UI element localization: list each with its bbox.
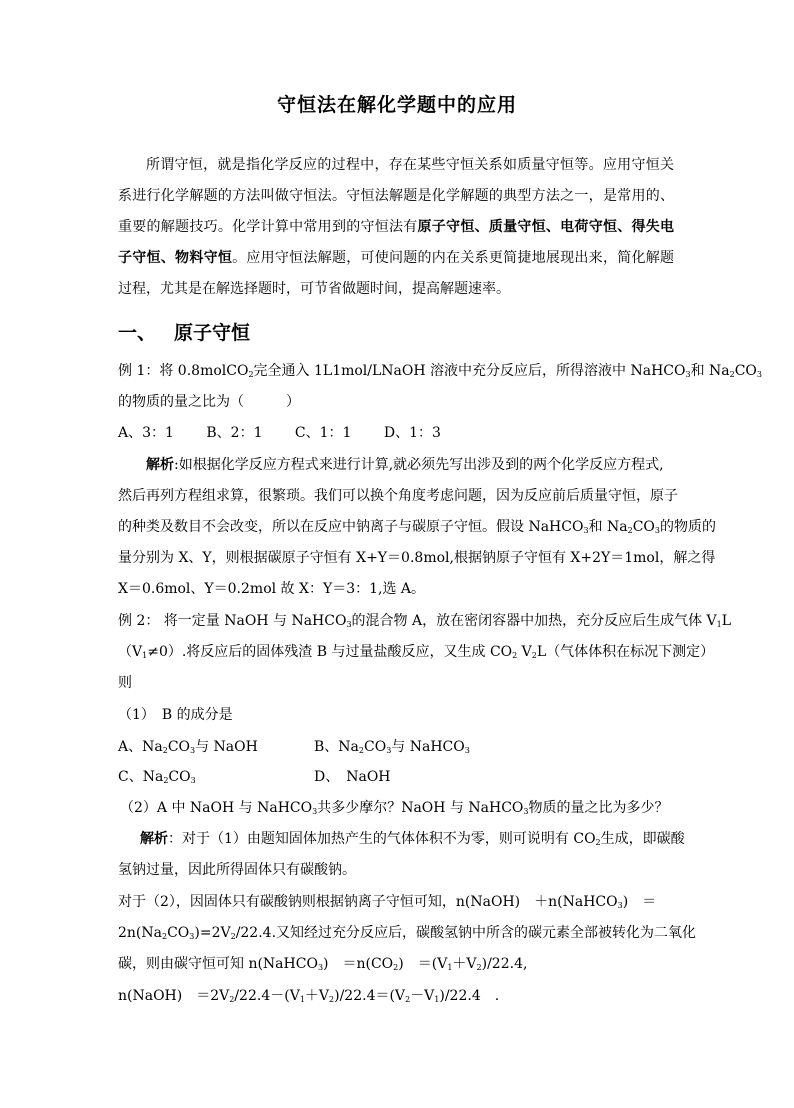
example1-line2: 的物质的量之比为（ ） bbox=[118, 394, 300, 410]
example1-analysis-l3 bbox=[118, 516, 716, 536]
sub: 2 bbox=[405, 995, 411, 1004]
intro-bold-methods: 原子守恒、质量守恒、电荷守恒、得失电子守恒、物料守恒 bbox=[118, 219, 675, 266]
text: 物质的量之比为多少？ bbox=[528, 800, 669, 816]
text: ) ＝ bbox=[622, 894, 657, 910]
example1-analysis-l4: 量分别为 X、Y，则根据碳原子守恒有 X+Y＝0.8mol,根据钠原子守恒有 X+2Y＝1mol，解之得 bbox=[118, 550, 716, 566]
sub: 3 bbox=[317, 963, 324, 972]
example2-line3: 则 bbox=[118, 675, 132, 691]
text: 生成，即碳酸 bbox=[600, 831, 685, 847]
text: （V bbox=[118, 644, 143, 660]
sub: 2 bbox=[161, 932, 168, 941]
text: 共多少摩尔？NaOH 与 NaHCO bbox=[317, 800, 524, 816]
text: CO bbox=[734, 363, 757, 379]
sub: 2 bbox=[162, 746, 168, 755]
sub: 1 bbox=[142, 651, 148, 660]
text: －V bbox=[410, 988, 435, 1004]
text: 例 2： 将一定量 NaOH 与 NaHCO bbox=[118, 613, 347, 629]
text: 例 1：将 0.8molCO bbox=[118, 363, 249, 379]
sub: 3 bbox=[583, 526, 589, 535]
text: ＋V bbox=[304, 988, 330, 1004]
sub: 2 bbox=[248, 370, 254, 379]
text: L bbox=[721, 613, 732, 629]
example2-analysis-l3 bbox=[118, 891, 656, 911]
text: 和 Na bbox=[690, 363, 730, 379]
sub: 2 bbox=[329, 995, 335, 1004]
example2-question1: （1） B 的成分是 bbox=[118, 707, 233, 723]
sub: 1 bbox=[299, 995, 305, 1004]
text: 对于（2），因固体只有碳酸钠则根据钠离子守恒可知，n(NaOH) ＋n(NaHCO bbox=[118, 894, 618, 910]
intro-paragraph bbox=[118, 150, 674, 305]
example2-option-a bbox=[118, 736, 258, 756]
sub: 3 bbox=[190, 746, 196, 755]
text: )/22.4 . bbox=[439, 988, 500, 1004]
text: n(NaOH) ＝2V bbox=[118, 988, 230, 1004]
example2-analysis-l4 bbox=[118, 922, 696, 942]
text: B、Na bbox=[314, 739, 359, 755]
text: CO bbox=[168, 769, 191, 785]
text: CO bbox=[167, 739, 191, 755]
text: C、Na bbox=[118, 769, 164, 785]
example1-options: A、3：1 B、2：1 C、1：1 D、1：3 bbox=[118, 425, 441, 441]
example2-analysis-l5 bbox=[118, 953, 527, 973]
text: )/22.4, bbox=[481, 956, 528, 972]
example2-question2 bbox=[120, 797, 668, 817]
sub: 2 bbox=[595, 838, 601, 847]
analysis-label: 解析 bbox=[140, 831, 168, 847]
sub: 2 bbox=[627, 526, 633, 535]
sub: 3 bbox=[190, 776, 196, 785]
example2-analysis-l2: 氢钠过量，因此所得固体只有碳酸钠。 bbox=[118, 862, 356, 878]
text: CO bbox=[167, 925, 190, 941]
text: CO bbox=[632, 519, 655, 535]
example1-line1 bbox=[118, 360, 762, 380]
sub: 2 bbox=[229, 995, 235, 1004]
sub: 3 bbox=[386, 746, 392, 755]
text: A、Na bbox=[118, 739, 163, 755]
intro-text-1: 所谓守恒，就是指化学反应的过程中，存在某些守恒关系如质量守恒等。应用守恒关系进行化学解题的方法叫做守恒法。守恒法解题是化学解题的典型方法之一，是常用的、重要的解题技巧。化学计算中常用到的守恒法有 bbox=[118, 157, 674, 235]
text: )/22.4＝(V bbox=[334, 988, 406, 1004]
sub: 1 bbox=[434, 995, 440, 1004]
section-title: 原子守恒 bbox=[174, 322, 251, 344]
text: V bbox=[517, 644, 532, 660]
sub: 3 bbox=[685, 370, 691, 379]
example1-analysis-l1 bbox=[146, 454, 664, 474]
text: )=2V bbox=[194, 925, 231, 941]
example2-line2 bbox=[118, 641, 714, 661]
sub: 3 bbox=[617, 901, 623, 910]
section-number: 一、 bbox=[118, 322, 157, 344]
text: ) ＝n(CO bbox=[323, 956, 394, 972]
text: /22.4.又知经过充分反应后，碳酸氢钠中所含的碳元素全部被转化为二氧化 bbox=[235, 925, 697, 941]
text: L（气体体积在标况下测定） bbox=[536, 644, 715, 660]
text: 的物质的 bbox=[659, 519, 716, 535]
sub: 3 bbox=[346, 620, 352, 629]
text: 的种类及数目不会改变，所以在反应中钠离子与碳原子守恒。假设 NaHCO bbox=[118, 519, 584, 535]
sub: 2 bbox=[230, 932, 236, 941]
text: 2n(Na bbox=[118, 925, 162, 941]
text: 和 Na bbox=[588, 519, 628, 535]
sub: 2 bbox=[729, 370, 735, 379]
text: 的混合物 A，放在密闭容器中加热，充分反应后生成气体 V bbox=[351, 613, 717, 629]
sub: 3 bbox=[464, 746, 470, 755]
sub: 2 bbox=[163, 776, 169, 785]
text: 与 NaOH bbox=[195, 739, 258, 755]
text: ＋V bbox=[452, 956, 477, 972]
example1-analysis-l5: X＝0.6mol、Y＝0.2mol 故 X：Y＝3：1,选 A。 bbox=[118, 581, 426, 597]
example2-analysis-l6 bbox=[118, 985, 499, 1005]
example2-option-b bbox=[314, 736, 470, 756]
sub: 2 bbox=[393, 963, 399, 972]
sub: 1 bbox=[716, 620, 722, 629]
intro-text-2: 。应用守恒法解题，可使问题的内在关系更简捷地展现出来，简化解题过程，尤其是在解选择题时，可节省做题时间，提高解题速率。 bbox=[118, 250, 675, 297]
sub: 2 bbox=[531, 651, 537, 660]
sub: 2 bbox=[512, 651, 518, 660]
example2-line1 bbox=[118, 610, 731, 630]
text: :如根据化学反应方程式来进行计算,就必须先写出涉及到的两个化学反应方程式, bbox=[174, 457, 664, 473]
text: ) ＝(V bbox=[398, 956, 448, 972]
text: 碳，则由碳守恒可知 n(NaHCO bbox=[118, 956, 318, 972]
section-heading bbox=[118, 318, 250, 345]
text: ：对于（1）由题知固体加热产生的气体体积不为零，则可说明有 CO bbox=[168, 831, 596, 847]
sub: 3 bbox=[189, 932, 195, 941]
text: 完全通入 1L1mol/LNaOH 溶液中充分反应后，所得溶液中 NaHCO bbox=[253, 363, 686, 379]
sub: 2 bbox=[358, 746, 364, 755]
sub: 3 bbox=[756, 370, 763, 379]
text: ≠0）.将反应后的固体残渣 B 与过量盐酸反应，又生成 CO bbox=[147, 644, 513, 660]
text: 与 NaHCO bbox=[391, 739, 465, 755]
sub: 3 bbox=[654, 526, 660, 535]
text: /22.4－(V bbox=[234, 988, 300, 1004]
example2-option-c bbox=[118, 766, 196, 786]
page-title: 守恒法在解化学题中的应用 bbox=[276, 94, 517, 116]
text: （2）A 中 NaOH 与 NaHCO bbox=[120, 800, 313, 816]
example2-option-d: D、 NaOH bbox=[314, 769, 391, 785]
example2-analysis-l1 bbox=[140, 828, 685, 848]
analysis-label: 解析 bbox=[146, 457, 174, 473]
sub: 3 bbox=[312, 807, 318, 816]
text: CO bbox=[363, 739, 387, 755]
sub: 3 bbox=[523, 807, 529, 816]
sub: 1 bbox=[447, 963, 453, 972]
sub: 2 bbox=[476, 963, 482, 972]
example1-analysis-l2: 然后再列方程组求算，很繁琐。我们可以换个角度考虑问题，因为反应前后质量守恒，原子 bbox=[118, 488, 678, 504]
